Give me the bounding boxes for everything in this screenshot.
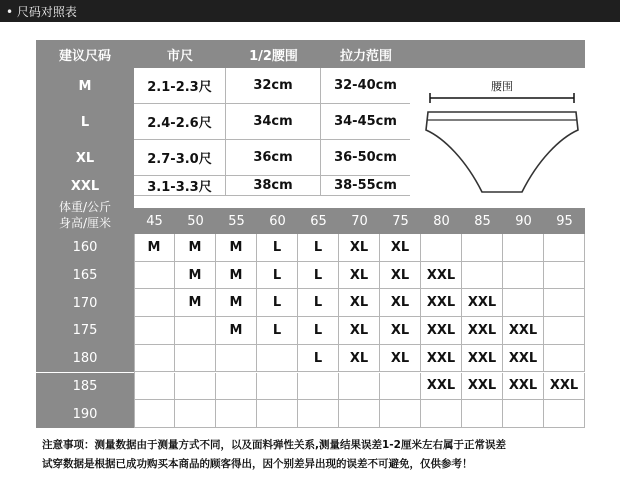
size-grid-cell (503, 400, 544, 428)
size-grid-cell (503, 289, 544, 317)
size-grid-cell: M (216, 234, 257, 262)
size-grid-cell: XXL (462, 345, 503, 373)
size-grid-cell (544, 262, 585, 290)
height-row-label: 185 (36, 373, 134, 401)
size-row-stretch: 36-50cm (321, 140, 411, 176)
diagram-waist-label: 腰围 (491, 80, 513, 93)
size-grid-cell: L (257, 289, 298, 317)
weight-header-cell: 55 (216, 208, 257, 234)
notes-line-2: 试穿数据是根据已成功购买本商品的顾客得出，因个别差异出现的误差不可避免，仅供参考！ (42, 458, 473, 470)
size-grid-cell (175, 400, 216, 428)
size-grid-cell: L (298, 317, 339, 345)
size-grid-cell (257, 373, 298, 401)
size-grid-cell: M (175, 234, 216, 262)
size-grid-cell: XXL (503, 345, 544, 373)
size-row-half_waist: 34cm (226, 104, 321, 140)
weight-header-cell: 60 (257, 208, 298, 234)
size-grid-cell: M (216, 262, 257, 290)
size-grid-cell (462, 400, 503, 428)
size-row-stretch: 34-45cm (321, 104, 411, 140)
size-grid-cell (298, 373, 339, 401)
size-grid-cell (503, 234, 544, 262)
size-row-half_waist: 36cm (226, 140, 321, 176)
top-header-0: 建议尺码 (36, 40, 134, 68)
size-grid-cell: M (216, 317, 257, 345)
weight-header-cell: 75 (380, 208, 421, 234)
size-grid-cell: XL (339, 317, 380, 345)
section-header-bar (0, 0, 620, 22)
height-row-label: 190 (36, 400, 134, 428)
size-grid-cell (216, 373, 257, 401)
size-grid-cell: M (175, 289, 216, 317)
size-grid-cell (421, 234, 462, 262)
size-grid-cell: L (257, 317, 298, 345)
size-grid-cell (134, 262, 175, 290)
size-grid-cell (421, 400, 462, 428)
size-grid-cell (544, 345, 585, 373)
weight-header-cell: 85 (462, 208, 503, 234)
size-grid-cell: XXL (503, 373, 544, 401)
size-grid-cell (216, 345, 257, 373)
size-row-half_waist: 32cm (226, 68, 321, 104)
size-grid-cell (134, 345, 175, 373)
notes-line-1: 注意事项：测量数据由于测量方式不同，以及面料弹性关系,测量结果误差1-2厘米左右属于正常误差 (42, 439, 506, 451)
size-grid-cell (175, 373, 216, 401)
size-grid-cell: XXL (503, 317, 544, 345)
size-grid-cell (257, 345, 298, 373)
size-grid-cell (544, 400, 585, 428)
size-grid-cell: XL (380, 317, 421, 345)
size-grid-cell (462, 262, 503, 290)
size-row-label: XXL (36, 176, 134, 196)
size-grid-cell (544, 234, 585, 262)
size-grid-cell (134, 400, 175, 428)
size-row-label: M (36, 68, 134, 104)
size-grid-cell (134, 373, 175, 401)
size-grid-cell (544, 317, 585, 345)
size-grid-cell: XXL (544, 373, 585, 401)
size-grid-cell: XL (339, 262, 380, 290)
weight-header-cell: 95 (544, 208, 585, 234)
size-grid-cell: XL (339, 345, 380, 373)
weight-header-cell: 50 (175, 208, 216, 234)
size-grid-cell: XXL (421, 262, 462, 290)
underwear-icon (410, 68, 585, 206)
size-row-shi_chi: 2.1-2.3尺 (134, 68, 226, 104)
size-grid-cell (175, 317, 216, 345)
size-grid-cell: L (298, 289, 339, 317)
size-grid-cell: XL (380, 234, 421, 262)
size-grid-cell (339, 400, 380, 428)
height-axis-label: 身高/厘米 (58, 216, 112, 230)
size-grid-cell: XXL (462, 373, 503, 401)
size-grid-cell: XXL (462, 317, 503, 345)
top-header-1: 市尺 (134, 40, 226, 68)
size-grid-cell (544, 289, 585, 317)
size-grid-cell (380, 400, 421, 428)
size-grid-cell (257, 400, 298, 428)
weight-header-cell: 90 (503, 208, 544, 234)
section-title: • 尺码对照表 (6, 5, 77, 19)
height-row-label: 170 (36, 289, 134, 317)
size-row-half_waist: 38cm (226, 176, 321, 196)
height-row-label: 160 (36, 234, 134, 262)
size-grid-cell: XL (380, 345, 421, 373)
size-row-stretch: 38-55cm (321, 176, 411, 196)
size-grid-cell (298, 400, 339, 428)
size-grid-cell: XL (339, 234, 380, 262)
weight-header-cell: 65 (298, 208, 339, 234)
size-grid-cell (134, 289, 175, 317)
top-header-2: 1/2腰围 (226, 40, 321, 68)
size-grid-cell (462, 234, 503, 262)
size-grid-cell: M (216, 289, 257, 317)
size-grid-cell (503, 262, 544, 290)
weight-axis-label: 体重/公斤 (58, 200, 112, 214)
weight-header-cell: 80 (421, 208, 462, 234)
size-grid-cell: M (134, 234, 175, 262)
size-grid-cell: XXL (421, 345, 462, 373)
size-grid-cell: L (257, 234, 298, 262)
notes-block (42, 436, 602, 474)
size-grid-cell (175, 345, 216, 373)
size-grid-cell: XXL (421, 317, 462, 345)
size-grid-cell: XL (380, 262, 421, 290)
size-grid-cell (380, 373, 421, 401)
size-row-shi_chi: 3.1-3.3尺 (134, 176, 226, 196)
size-grid-cell: XXL (462, 289, 503, 317)
weight-header-cell: 45 (134, 208, 175, 234)
height-row-label: 175 (36, 317, 134, 345)
size-row-shi_chi: 2.7-3.0尺 (134, 140, 226, 176)
size-row-stretch: 32-40cm (321, 68, 411, 104)
size-grid-cell: XXL (421, 289, 462, 317)
height-row-label: 165 (36, 262, 134, 290)
underwear-waist-diagram (410, 68, 585, 206)
size-grid-cell: L (257, 262, 298, 290)
weight-header-cell: 70 (339, 208, 380, 234)
size-grid-cell: L (298, 234, 339, 262)
size-row-label: L (36, 104, 134, 140)
size-row-shi_chi: 2.4-2.6尺 (134, 104, 226, 140)
size-grid-cell: L (298, 345, 339, 373)
top-header-3: 拉力范围 (321, 40, 411, 68)
size-grid-cell: M (175, 262, 216, 290)
size-row-label: XL (36, 140, 134, 176)
weight-height-corner (36, 196, 134, 234)
size-grid-cell (339, 373, 380, 401)
size-grid-cell: XL (380, 289, 421, 317)
size-grid-cell (216, 400, 257, 428)
height-row-label: 180 (36, 345, 134, 373)
size-grid-cell: XXL (421, 373, 462, 401)
size-grid-cell (134, 317, 175, 345)
size-grid-cell: XL (339, 289, 380, 317)
size-grid-cell: L (298, 262, 339, 290)
